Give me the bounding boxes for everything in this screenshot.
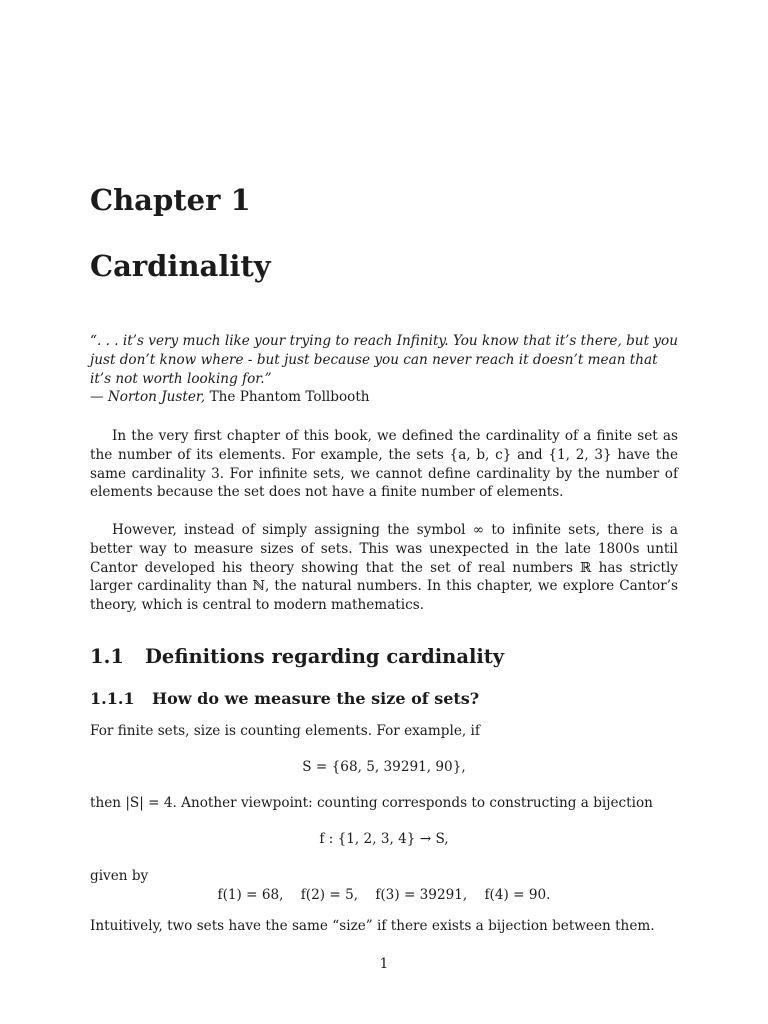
section-title: Definitions regarding cardinality: [145, 645, 505, 668]
intro-paragraph: In the very first chapter of this book, we defined the cardinality of a finite set as the number of its elements. For example, the sets {a, b, c} and {1, 2, 3} have the same cardinality 3. For infinite sets, we cannot define cardinality by the number of elements because the set does not have a finite number of elements.: [90, 428, 678, 501]
subsection-heading: [90, 689, 479, 708]
chapter-title: Cardinality: [90, 249, 271, 283]
page-number: 1: [379, 956, 389, 972]
body-line-intuition: Intuitively, two sets have the same “size” if there exists a bijection between them.: [90, 918, 655, 934]
math-function-definition: f : {1, 2, 3, 4} → S,: [319, 831, 449, 847]
epigraph-author: — Norton Juster,: [90, 389, 206, 406]
body-line-bijection: then |S| = 4. Another viewpoint: counting corresponds to constructing a bijection: [90, 795, 653, 811]
subsection-number: 1.1.1: [90, 689, 135, 708]
section-heading: [90, 645, 504, 668]
document-page: [90, 0, 678, 1024]
math-set-definition: S = {68, 5, 39291, 90},: [302, 759, 466, 775]
subsection-title: How do we measure the size of sets?: [152, 689, 480, 708]
epigraph-quote: “. . . it’s very much like your trying to reach Infinity. You know that it’s there, but you just don’t know where - but just because you can never reach it doesn’t mean that it’s not worth looking for.”: [90, 333, 678, 387]
cantor-paragraph: However, instead of simply assigning the symbol ∞ to infinite sets, there is a better way to measure sizes of sets. This was unexpected in the late 1800s until Cantor developed his theory showing that the set of real numbers ℝ has strictly larger cardinality than ℕ, the natural numbers. In this chapter, we explore Cantor’s theory, which is central to modern mathematics.: [90, 522, 678, 614]
epigraph: [90, 332, 678, 407]
body-line-finite-sets: For finite sets, size is counting elements. For example, if: [90, 723, 480, 739]
section-number: 1.1: [90, 645, 124, 668]
epigraph-book: The Phantom Tollbooth: [209, 389, 370, 406]
math-function-values: f(1) = 68, f(2) = 5, f(3) = 39291, f(4) = 90.: [217, 887, 551, 903]
chapter-label: Chapter 1: [90, 183, 251, 217]
body-line-given-by: given by: [90, 868, 149, 884]
